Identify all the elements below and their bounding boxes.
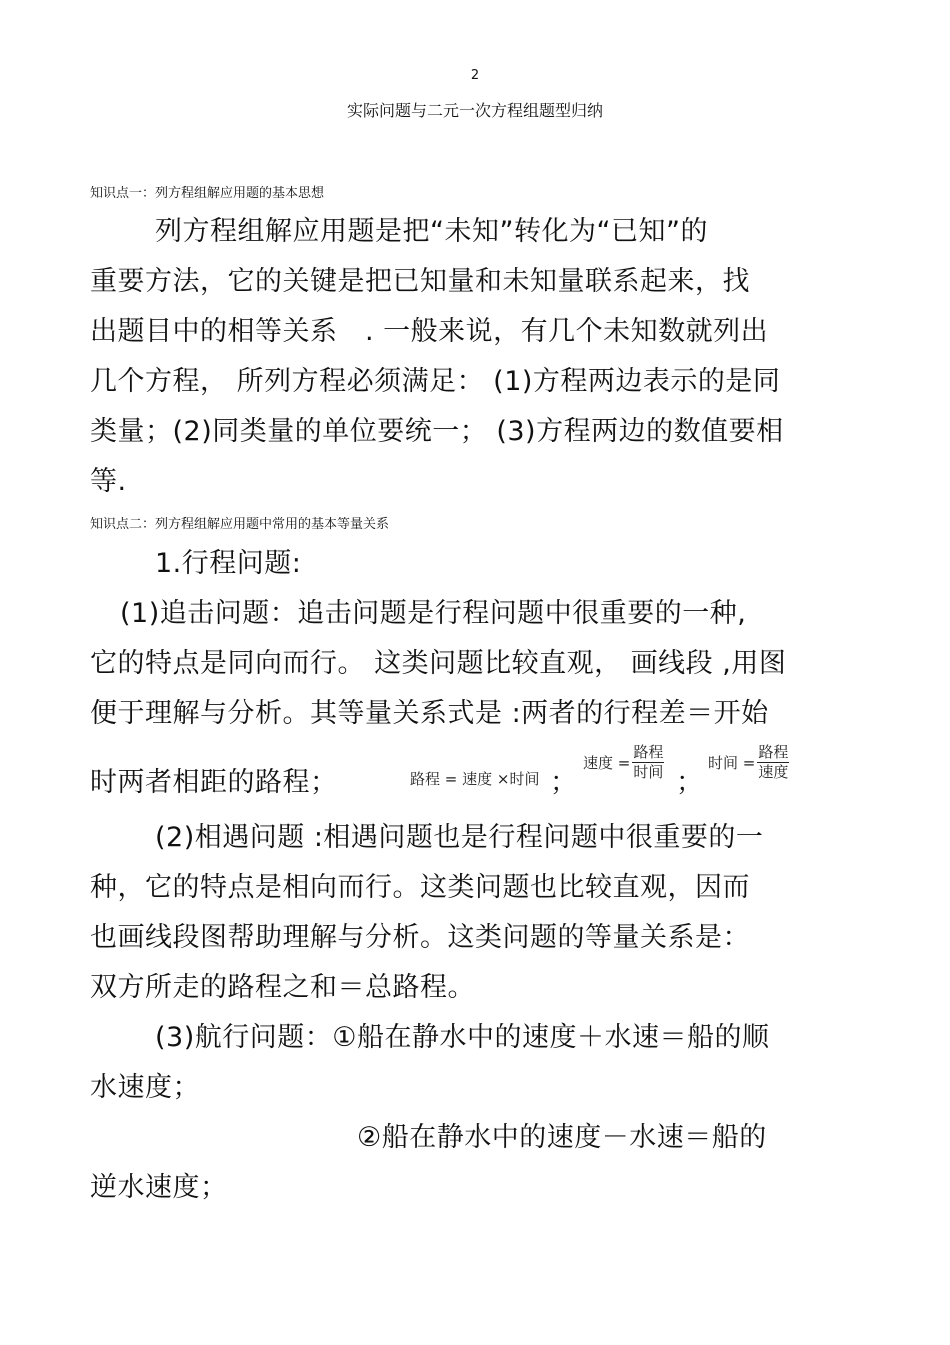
formula-time-denominator: 速度 — [758, 763, 789, 781]
section-heading-2: 知识点二：列方程组解应用题中常用的基本等量关系 — [90, 517, 390, 532]
paragraph-line: 水速度； — [90, 1072, 200, 1103]
paragraph-line: 双方所走的路程之和＝总路程。 — [90, 972, 475, 1003]
section-heading-1: 知识点一：列方程组解应用题的基本思想 — [90, 186, 325, 201]
formula-distance: 路程 = 速度 ×时间 — [410, 770, 540, 788]
paragraph-line: 逆水速度； — [90, 1172, 228, 1203]
paragraph-line: 种，它的特点是相向而行。这类问题也比较直观，因而 — [90, 872, 750, 903]
paragraph-line: 出题目中的相等关系 . 一般来说，有几个未知数就列出 — [90, 316, 769, 347]
paragraph-line: 几个方程， 所列方程必须满足： (1)方程两边表示的是同 — [90, 366, 781, 397]
formula-speed-label: 速度 = — [583, 754, 631, 772]
document-title: 实际问题与二元一次方程组题型归纳 — [346, 101, 603, 120]
formula-separator: ； — [676, 767, 704, 798]
paragraph-line: ②船在静水中的速度－水速＝船的 — [357, 1122, 767, 1153]
paragraph-line: 重要方法，它的关键是把已知量和未知量联系起来，找 — [90, 266, 750, 297]
paragraph-line: (2)相遇问题 :相遇问题也是行程问题中很重要的一 — [155, 822, 764, 853]
formula-time — [708, 743, 789, 782]
formula-separator: ； — [550, 767, 578, 798]
paragraph-line: 时两者相距的路程； — [90, 767, 338, 798]
formula-speed — [583, 743, 664, 782]
formula-speed-denominator: 时间 — [633, 763, 664, 781]
paragraph-line: 等. — [90, 466, 127, 497]
paragraph-line: (1)追击问题：追击问题是行程问题中很重要的一种, — [120, 598, 747, 629]
paragraph-line: 列方程组解应用题是把“未知”转化为“已知”的 — [155, 216, 708, 247]
formula-speed-numerator: 路程 — [633, 743, 664, 761]
formula-time-numerator: 路程 — [758, 743, 789, 761]
paragraph-line: (3)航行问题：①船在静水中的速度＋水速＝船的顺 — [155, 1022, 770, 1053]
paragraph-line: 便于理解与分析。其等量关系式是 :两者的行程差＝开始 — [90, 698, 769, 729]
formula-time-label: 时间 = — [708, 754, 756, 772]
paragraph-line: 也画线段图帮助理解与分析。这类问题的等量关系是： — [90, 922, 750, 953]
paragraph-line: 它的特点是同向而行。 这类问题比较直观， 画线段 ,用图 — [90, 648, 787, 679]
paragraph-line: 类量；(2)同类量的单位要统一； (3)方程两边的数值要相 — [90, 416, 784, 447]
travel-heading: 1.行程问题: — [155, 548, 302, 579]
page-number: 2 — [470, 68, 480, 83]
